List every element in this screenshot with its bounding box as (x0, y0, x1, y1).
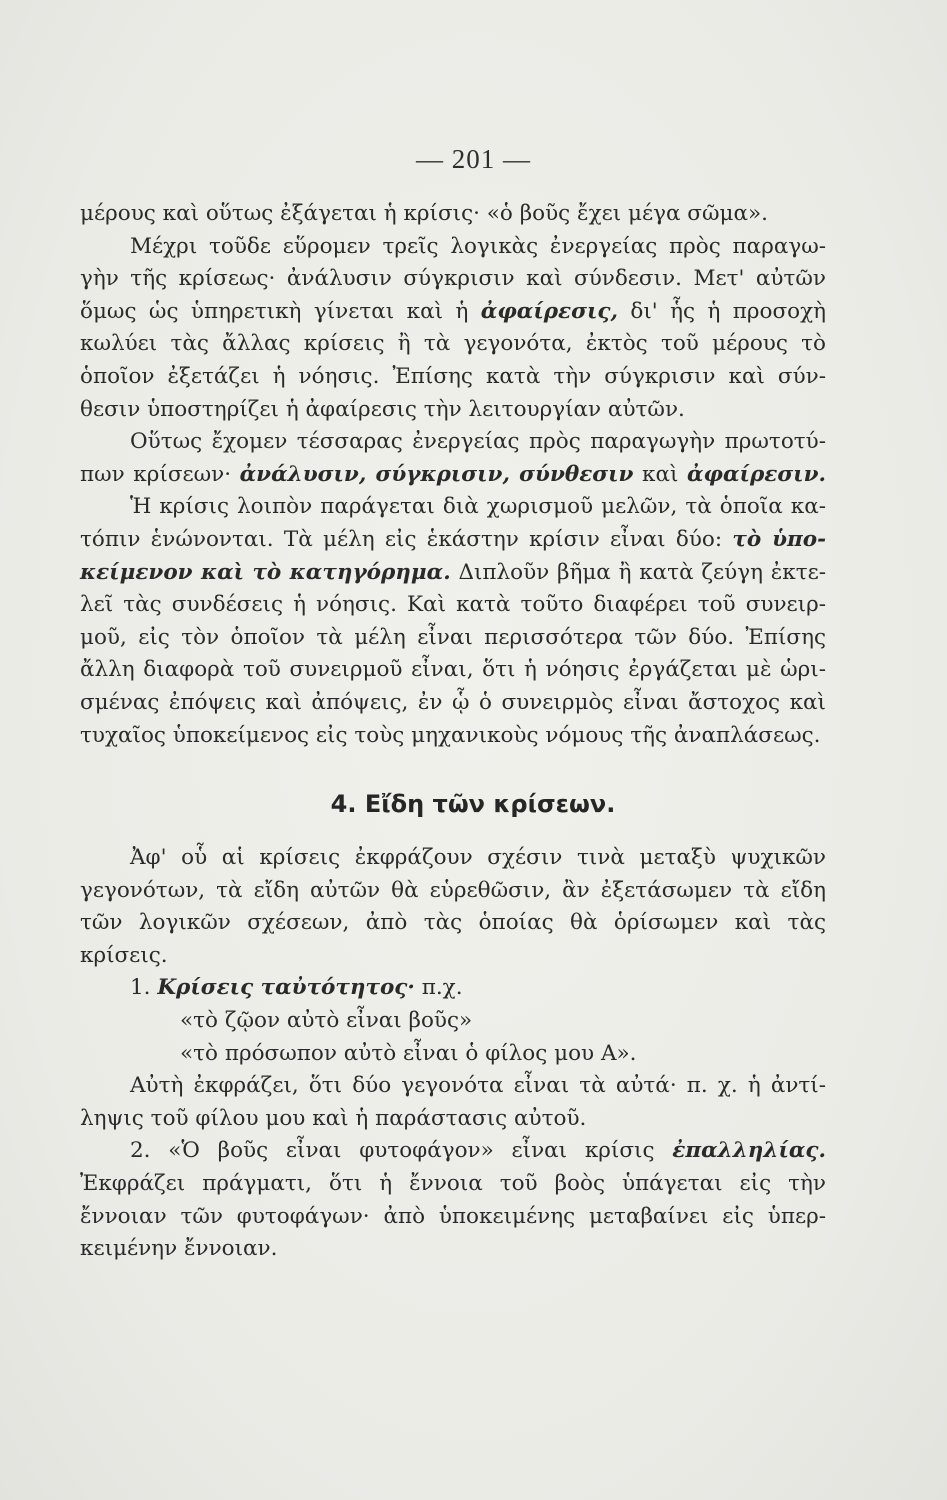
text-line: λεῖ τὰς συνδέσεις ἡ νόησις. Καὶ κατὰ τοῦτο διαφέρει τοῦ συνειρ- (80, 592, 826, 618)
text-line: Μέχρι τοῦδε εὕρομεν τρεῖς λογικὰς ἐνεργείας πρὸς παραγω- (130, 233, 826, 259)
text-block-top (80, 198, 826, 752)
text-line: Ἀφ' οὗ αἱ κρίσεις ἐκφράζουν σχέσιν τινὰ μεταξὺ ψυχικῶν (130, 845, 826, 871)
text-line: μέρους καὶ οὕτως ἐξάγεται ἡ κρίσις· «ὁ βοῦς ἔχει μέγα σῶμα». (80, 201, 768, 226)
emphasis-term: ἀνάλυσιν, σύγκρισιν, σύνθεσιν (239, 461, 634, 487)
text-line: κείμενον καὶ τὸ κατηγόρημα. Διπλοῦν βῆμα ἢ κατὰ ζεύγη ἐκτε- (80, 559, 826, 585)
text-line: Ἐκφράζει πράγματι, ὅτι ἡ ἔννοια τοῦ βοὸς ὑπάγεται εἰς τὴν (80, 1171, 826, 1197)
section-heading: 4. Εἴδη τῶν κρίσεων. (330, 790, 616, 819)
text-line: ληψις τοῦ φίλου μου καὶ ἡ παράστασις αὐτοῦ. (80, 1105, 587, 1131)
text-line: κρίσεις. (80, 942, 168, 968)
text-line: ἄλλη διαφορὰ τοῦ συνειρμοῦ εἶναι, ὅτι ἡ νόησις ἐργάζεται μὲ ὡρι- (80, 657, 826, 683)
text-line: κειμένην ἔννοιαν. (80, 1236, 278, 1262)
text-line: 2. «Ὁ βοῦς εἶναι φυτοφάγον» εἶναι κρίσις ἐπαλληλίας. (130, 1138, 826, 1164)
page-body (80, 198, 826, 1266)
emphasis-term: ἀφαίρεσιν. (687, 461, 826, 487)
text-line: γὴν τῆς κρίσεως· ἀνάλυσιν σύγκρισιν καὶ σύνδεσιν. Μετ' αὐτῶν (80, 266, 826, 292)
emphasis-term: ἀφαίρεσις, (480, 298, 618, 324)
text-line: Οὕτως ἔχομεν τέσσαρας ἐνεργείας πρὸς παραγωγὴν πρωτοτύ- (130, 429, 826, 455)
emphasis-term: ἐπαλληλίας. (672, 1138, 826, 1164)
text-line: πων κρίσεων· ἀνάλυσιν, σύγκρισιν, σύνθεσιν καὶ ἀφαίρεσιν. (80, 461, 826, 487)
emphasis-term: τὸ ὑπο- (732, 526, 827, 552)
text-line: 1. Κρίσεις ταὐτότητος· π.χ. (130, 975, 463, 1001)
text-line: κωλύει τὰς ἄλλας κρίσεις ἢ τὰ γεγονότα, ἐκτὸς τοῦ μέρους τὸ (80, 331, 826, 357)
text-line: σμένας ἐπόψεις καὶ ἀπόψεις, ἐν ᾧ ὁ συνειρμὸς εἶναι ἄστοχος καὶ (80, 689, 826, 715)
text-line: τόπιν ἑνώνονται. Τὰ μέλη εἰς ἑκάστην κρίσιν εἶναι δύο: τὸ ὑπο- (80, 526, 827, 552)
text-line: Αὐτὴ ἐκφράζει, ὅτι δύο γεγονότα εἶναι τὰ αὐτά· π. χ. ἡ ἀντί- (130, 1073, 826, 1099)
emphasis-term: κείμενον καὶ τὸ κατηγόρημα. (80, 559, 451, 585)
text-line: ἔννοιαν τῶν φυτοφάγων· ἀπὸ ὑποκειμένης μεταβαίνει εἰς ὑπερ- (80, 1203, 826, 1229)
text-line: τῶν λογικῶν σχέσεων, ἀπὸ τὰς ὁποίας θὰ ὁρίσωμεν καὶ τὰς (80, 910, 826, 936)
text-line: «τὸ ζῷον αὐτὸ εἶναι βοῦς» (180, 1008, 473, 1034)
emphasis-term: Κρίσεις ταὐτότητος· (157, 975, 415, 1001)
text-block-bottom (80, 842, 826, 1266)
page-number: — 201 — (416, 144, 531, 174)
text-line: ὁποῖον ἐξετάζει ἡ νόησις. Ἐπίσης κατὰ τὴν σύγκρισιν καὶ σύν- (80, 363, 826, 389)
text-line: μοῦ, εἰς τὸν ὁποῖον τὰ μέλη εἶναι περισσότερα τῶν δύο. Ἐπίσης (80, 624, 826, 650)
text-line: γεγονότων, τὰ εἴδη αὐτῶν θὰ εὑρεθῶσιν, ἂν ἐξετάσωμεν τὰ εἴδη (80, 877, 826, 903)
text-line: «τὸ πρόσωπον αὐτὸ εἶναι ὁ φίλος μου Α». (180, 1040, 637, 1066)
text-line: θεσιν ὑποστηρίζει ἡ ἀφαίρεσις τὴν λειτουργίαν αὐτῶν. (80, 396, 685, 422)
text-line: τυχαῖος ὑποκείμενος εἰς τοὺς μηχανικοὺς νόμους τῆς ἀναπλάσεως. (80, 722, 821, 748)
text-line: ὅμως ὡς ὑπηρετικὴ γίνεται καὶ ἡ ἀφαίρεσις, δι' ἧς ἡ προσοχὴ (80, 298, 827, 324)
text-line: Ἡ κρίσις λοιπὸν παράγεται διὰ χωρισμοῦ μελῶν, τὰ ὁποῖα κα- (130, 494, 826, 520)
